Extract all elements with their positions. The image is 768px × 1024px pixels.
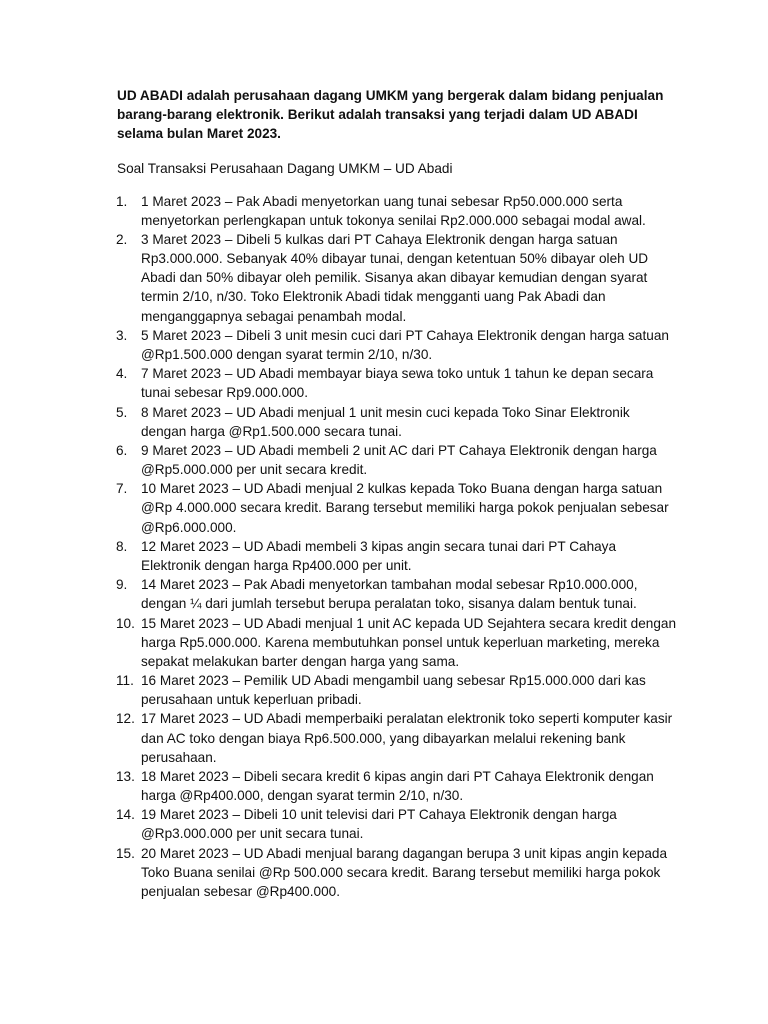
item-text: 7 Maret 2023 – UD Abadi membayar biaya sewa toko untuk 1 tahun ke depan secara tunai sebesar Rp9.000.000. <box>141 366 654 401</box>
list-item <box>117 479 677 536</box>
list-item <box>117 614 677 671</box>
list-item <box>117 192 677 230</box>
item-number: 11. <box>116 673 134 689</box>
item-number: 7. <box>116 481 128 497</box>
list-item <box>117 537 677 575</box>
item-text: 8 Maret 2023 – UD Abadi menjual 1 unit mesin cuci kepada Toko Sinar Elektronik dengan harga @Rp1.500.000 secara tunai. <box>141 404 630 439</box>
item-text: 3 Maret 2023 – Dibeli 5 kulkas dari PT Cahaya Elektronik dengan harga satuan Rp3.000.000. Sebanyak 40% dibayar tunai, dengan ketentuan 50% dibayar oleh UD Abadi dan 50% dibayar oleh pemilik. Sisanya akan dibayar kemudian dengan syarat termin 2/10, n/30. Toko Elektronik Abadi tidak mengganti uang Pak Abadi dan menganggapnya sebagai penambah modal. <box>141 232 649 324</box>
item-text: 5 Maret 2023 – Dibeli 3 unit mesin cuci dari PT Cahaya Elektronik dengan harga satuan @Rp1.500.000 dengan syarat termin 2/10, n/30. <box>141 327 669 362</box>
list-item <box>117 671 677 709</box>
item-number: 10. <box>116 615 135 631</box>
item-text: 20 Maret 2023 – UD Abadi menjual barang dagangan berupa 3 unit kipas angin kepada Toko Buana senilai @Rp 500.000 secara kredit. Barang tersebut memiliki harga pokok penjualan sebesar @Rp400.000. <box>141 845 668 899</box>
list-item <box>117 326 677 364</box>
list-item <box>117 364 677 402</box>
item-number: 4. <box>116 366 128 382</box>
item-text: 10 Maret 2023 – UD Abadi menjual 2 kulkas kepada Toko Buana dengan harga satuan @Rp 4.000.000 secara kredit. Barang tersebut memiliki harga pokok penjualan sebesar @Rp6.000.000. <box>141 481 669 535</box>
item-number: 12. <box>116 711 135 727</box>
list-item <box>117 709 677 766</box>
item-text: 17 Maret 2023 – UD Abadi memperbaiki peralatan elektronik toko seperti komputer kasir dan AC toko dengan biaya Rp6.500.000, yang dibayarkan melalui rekening bank perusahaan. <box>141 711 673 765</box>
item-number: 6. <box>116 442 128 458</box>
item-text: 14 Maret 2023 – Pak Abadi menyetorkan tambahan modal sebesar Rp10.000.000, dengan ¼ dari jumlah tersebut berupa peralatan toko, sisanya dalam bentuk tunai. <box>141 577 638 612</box>
item-number: 9. <box>116 577 128 593</box>
list-item <box>117 805 677 843</box>
item-text: 18 Maret 2023 – Dibeli secara kredit 6 kipas angin dari PT Cahaya Elektronik dengan harga @Rp400.000, dengan syarat termin 2/10, n/30. <box>141 768 654 803</box>
intro-paragraph: UD ABADI adalah perusahaan dagang UMKM yang bergerak dalam bidang penjualan barang-barang elektronik. Berikut adalah transaksi yang terjadi dalam UD ABADI selama bulan Maret 2023. <box>117 88 664 142</box>
list-item <box>117 403 677 441</box>
item-number: 15. <box>116 845 135 861</box>
item-number: 5. <box>116 404 128 420</box>
item-text: 15 Maret 2023 – UD Abadi menjual 1 unit AC kepada UD Sejahtera secara kredit dengan harga Rp5.000.000. Karena membutuhkan ponsel untuk keperluan marketing, mereka sepakat melakukan barter dengan harga yang sama. <box>141 615 677 669</box>
item-text: 1 Maret 2023 – Pak Abadi menyetorkan uang tunai sebesar Rp50.000.000 serta menyetorkan perlengkapan untuk tokonya senilai Rp2.000.000 sebagai modal awal. <box>141 193 646 228</box>
list-item <box>117 575 677 613</box>
subtitle: Soal Transaksi Perusahaan Dagang UMKM – UD Abadi <box>117 160 453 176</box>
item-text: 12 Maret 2023 – UD Abadi membeli 3 kipas angin secara tunai dari PT Cahaya Elektronik dengan harga Rp400.000 per unit. <box>141 538 617 573</box>
transaction-list <box>117 192 677 901</box>
item-number: 14. <box>116 807 135 823</box>
item-number: 3. <box>116 327 128 343</box>
item-number: 2. <box>116 232 128 248</box>
item-text: 16 Maret 2023 – Pemilik UD Abadi mengambil uang sebesar Rp15.000.000 dari kas perusahaan untuk keperluan pribadi. <box>141 673 646 708</box>
list-item <box>117 441 677 479</box>
item-text: 9 Maret 2023 – UD Abadi membeli 2 unit AC dari PT Cahaya Elektronik dengan harga @Rp5.000.000 per unit secara kredit. <box>141 442 657 478</box>
document-content <box>117 86 677 901</box>
list-item <box>117 844 677 901</box>
item-number: 1. <box>116 193 128 209</box>
list-item <box>117 767 677 805</box>
item-number: 13. <box>116 768 135 784</box>
item-text: 19 Maret 2023 – Dibeli 10 unit televisi dari PT Cahaya Elektronik dengan harga @Rp3.000.000 per unit secara tunai. <box>141 807 617 842</box>
list-item <box>117 230 677 325</box>
item-number: 8. <box>116 538 128 554</box>
